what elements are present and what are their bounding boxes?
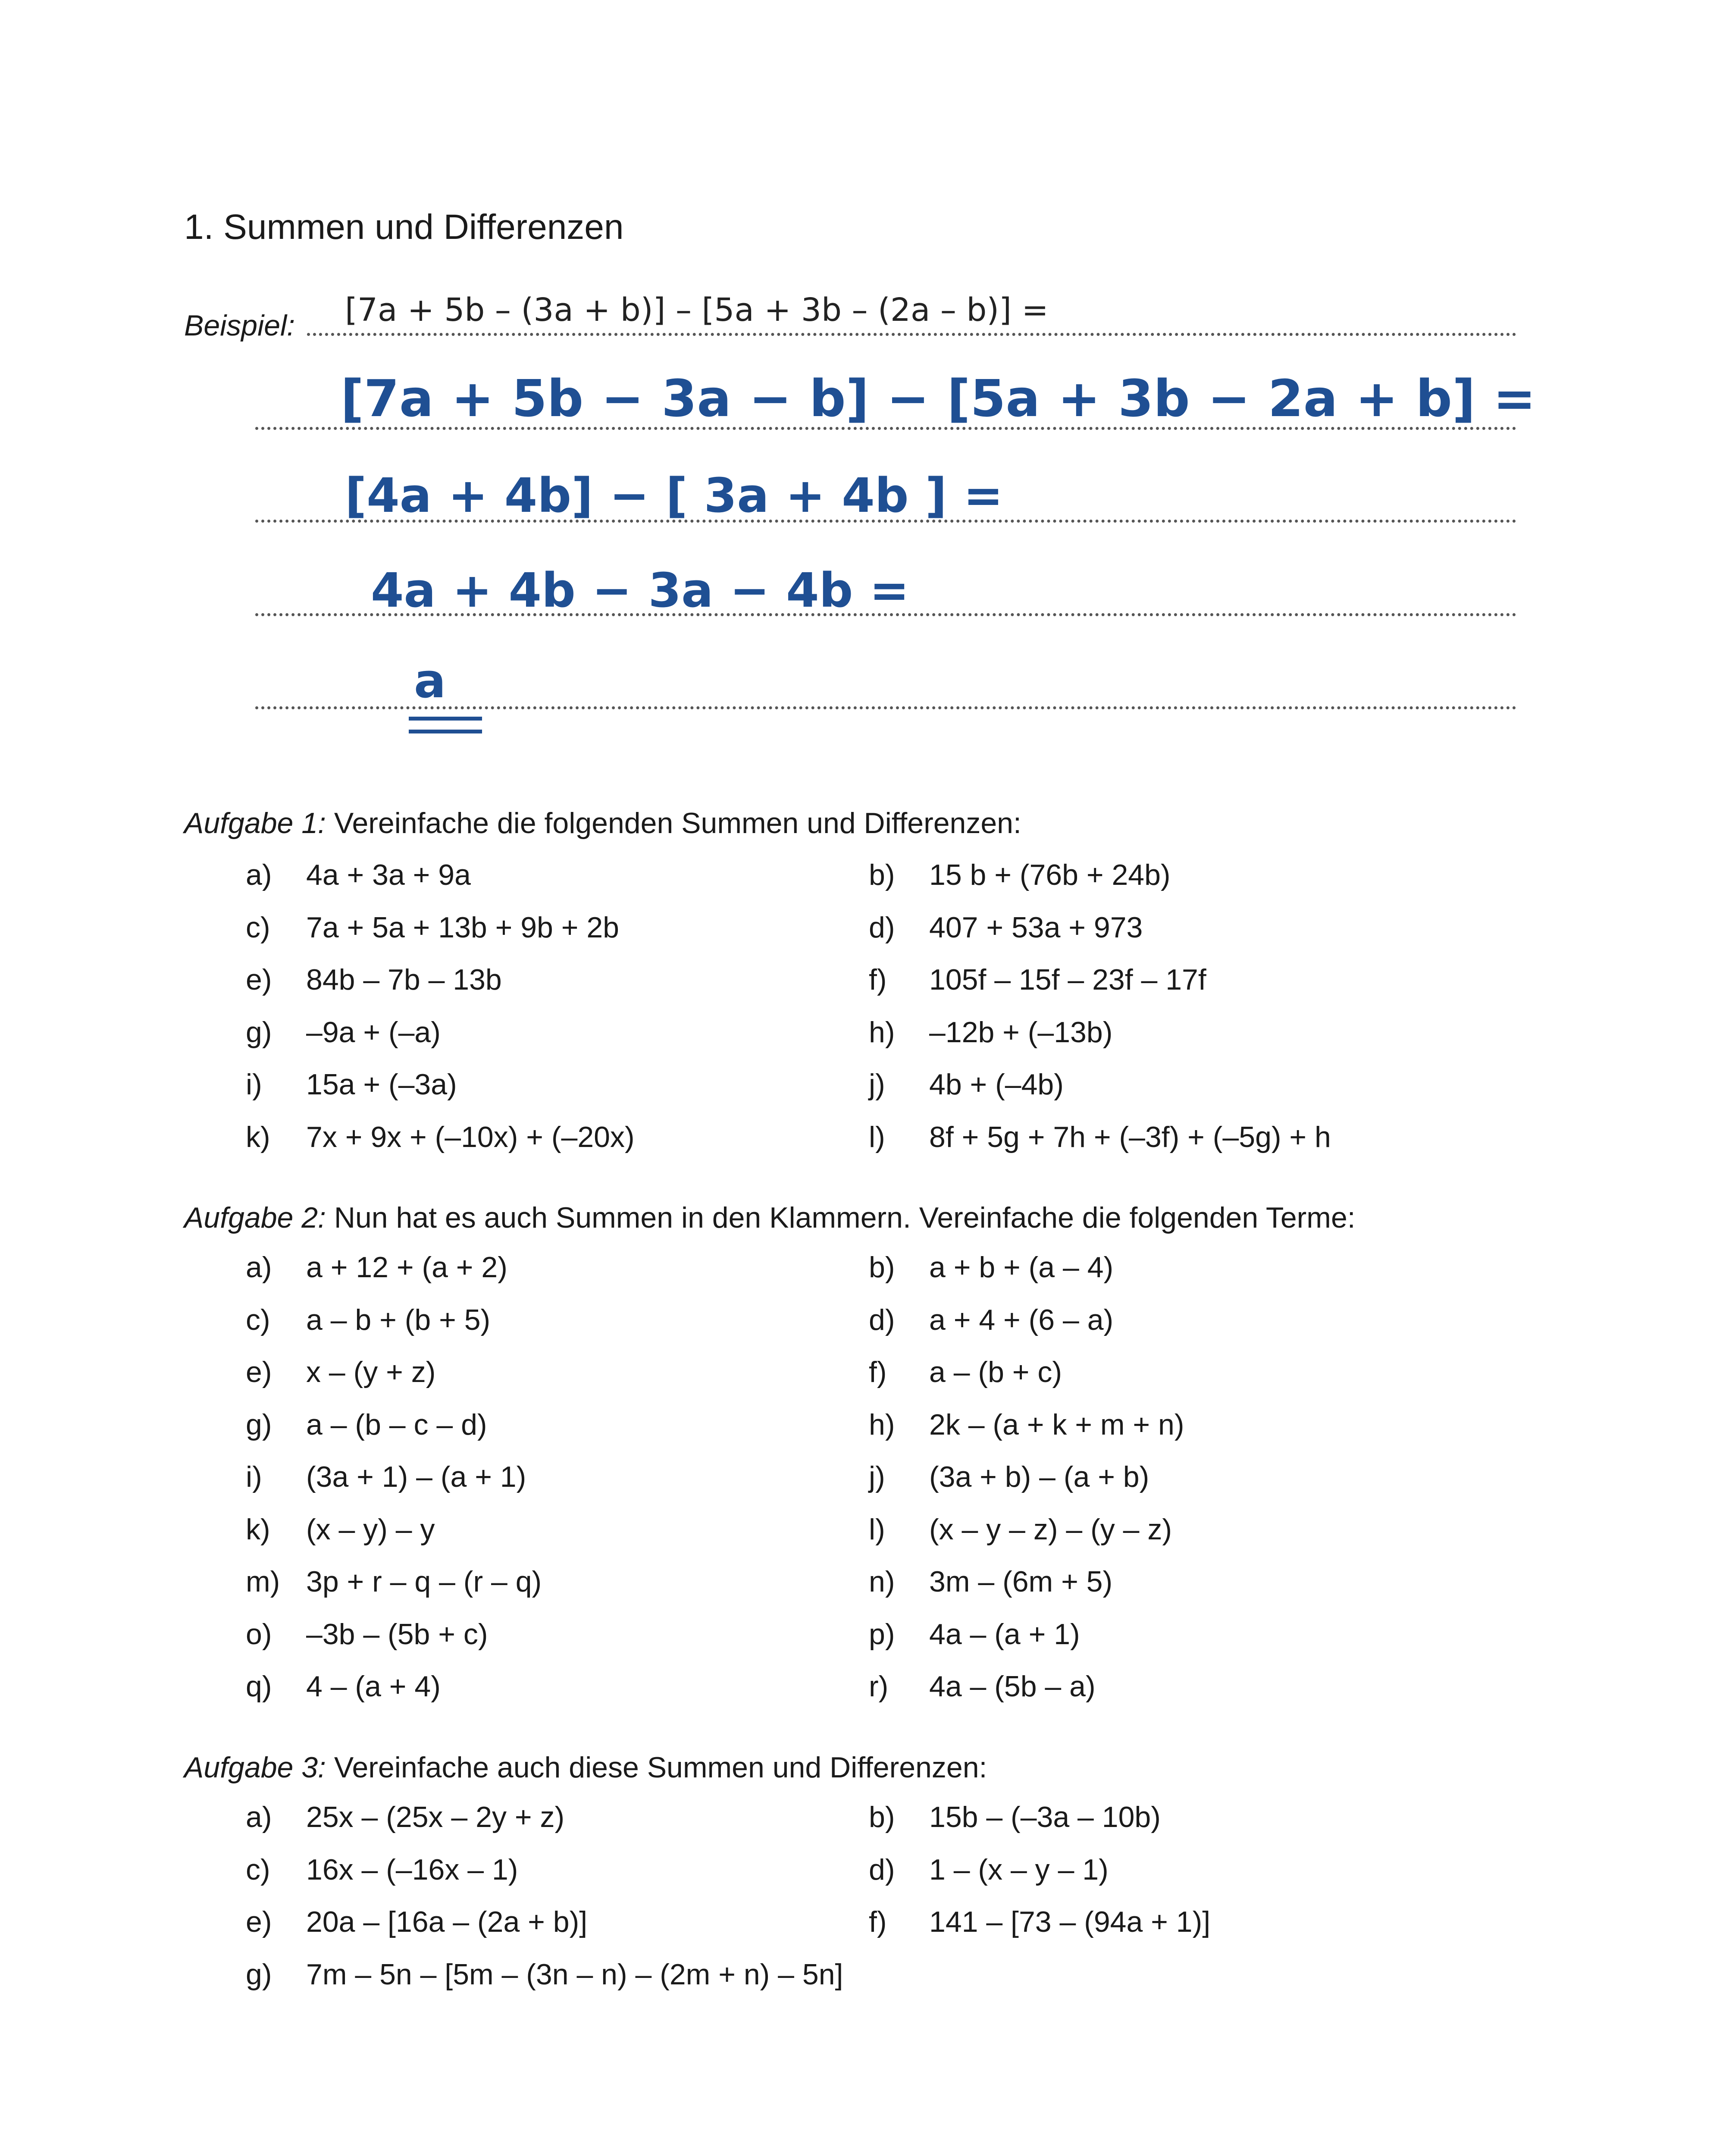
exercise-expression: a + 4 + (6 – a) — [929, 1303, 1114, 1336]
exercise-item — [869, 1120, 1331, 1154]
exercise-item — [869, 911, 1143, 944]
exercise-letter: f) — [869, 1905, 887, 1938]
exercise-expression: 4 – (a + 4) — [306, 1670, 441, 1703]
exercise-letter: h) — [869, 1408, 895, 1441]
exercise-expression: a + 12 + (a + 2) — [306, 1251, 507, 1284]
exercise-letter: g) — [246, 1015, 272, 1049]
exercise-expression: a + b + (a – 4) — [929, 1251, 1114, 1284]
exercise-letter: m) — [246, 1565, 280, 1598]
exercise-letter: o) — [246, 1617, 272, 1651]
aufgabe-2-heading — [184, 1201, 1356, 1235]
aufgabe-3-text: Vereinfache auch diese Summen und Differenzen: — [326, 1751, 987, 1784]
exercise-item — [869, 858, 1171, 892]
exercise-item — [869, 1068, 1064, 1101]
exercise-expression: a – (b + c) — [929, 1356, 1062, 1388]
exercise-expression: a – b + (b + 5) — [306, 1303, 491, 1336]
exercise-item — [869, 1670, 1096, 1703]
exercise-letter: d) — [869, 1853, 895, 1886]
exercise-expression: 7a + 5a + 13b + 9b + 2b — [306, 911, 619, 944]
exercise-item — [869, 1905, 1210, 1939]
exercise-expression: 141 – [73 – (94a + 1)] — [929, 1905, 1211, 1938]
exercise-item — [246, 1617, 488, 1651]
exercise-expression: x – (y + z) — [306, 1356, 436, 1388]
exercise-letter: e) — [246, 1905, 272, 1938]
exercise-item — [246, 1015, 441, 1049]
exercise-item — [246, 1853, 518, 1887]
exercise-expression: 84b – 7b – 13b — [306, 963, 502, 996]
exercise-expression: a – (b – c – d) — [306, 1408, 487, 1441]
exercise-letter: a) — [246, 1251, 272, 1284]
exercise-item — [246, 1408, 487, 1442]
exercise-expression: 15a + (–3a) — [306, 1068, 457, 1101]
exercise-expression: 3m – (6m + 5) — [929, 1565, 1113, 1598]
exercise-expression: 15 b + (76b + 24b) — [929, 859, 1171, 891]
exercise-item — [246, 1120, 635, 1154]
exercise-expression: 16x – (–16x – 1) — [306, 1853, 518, 1886]
exercise-item — [246, 1303, 490, 1337]
exercise-letter: p) — [869, 1617, 895, 1651]
exercise-expression: 8f + 5g + 7h + (–3f) + (–5g) + h — [929, 1120, 1331, 1153]
exercise-letter: l) — [869, 1120, 885, 1153]
exercise-letter: i) — [246, 1460, 262, 1493]
answer-line-1 — [307, 333, 1516, 336]
exercise-letter: d) — [869, 911, 895, 944]
exercise-item — [869, 1460, 1149, 1494]
exercise-item — [246, 1513, 435, 1546]
exercise-letter: h) — [869, 1015, 895, 1049]
exercise-letter: e) — [246, 963, 272, 996]
handwritten-result: a — [414, 653, 446, 708]
exercise-item — [246, 1670, 441, 1703]
exercise-item — [869, 1565, 1112, 1598]
beispiel-label: Beispiel: — [184, 309, 295, 342]
exercise-item — [246, 1355, 435, 1389]
exercise-letter: r) — [869, 1670, 889, 1703]
exercise-letter: k) — [246, 1513, 270, 1546]
exercise-letter: g) — [246, 1958, 272, 1991]
exercise-letter: b) — [869, 1801, 895, 1833]
exercise-item — [869, 1303, 1113, 1337]
exercise-letter: b) — [869, 859, 895, 891]
exercise-item — [246, 1068, 457, 1101]
exercise-item — [869, 1617, 1080, 1651]
exercise-item — [869, 1015, 1112, 1049]
exercise-letter: c) — [246, 1853, 270, 1886]
aufgabe-1-heading — [184, 806, 1021, 840]
beispiel-expression: [7a + 5b – (3a + b)] – [5a + 3b – (2a – b)] = — [345, 291, 1049, 329]
exercise-item — [869, 1513, 1172, 1546]
aufgabe-3-heading — [184, 1751, 987, 1784]
exercise-expression: –3b – (5b + c) — [306, 1617, 488, 1651]
aufgabe-1-label: Aufgabe 1: — [184, 807, 326, 840]
exercise-item — [246, 858, 471, 892]
exercise-expression: 4a – (5b – a) — [929, 1670, 1096, 1703]
exercise-letter: k) — [246, 1120, 270, 1153]
exercise-letter: b) — [869, 1251, 895, 1284]
exercise-letter: a) — [246, 859, 272, 891]
exercise-letter: c) — [246, 911, 270, 944]
exercise-expression: 407 + 53a + 973 — [929, 911, 1143, 944]
result-underline-1 — [409, 717, 482, 721]
exercise-expression: 1 – (x – y – 1) — [929, 1853, 1109, 1886]
exercise-letter: f) — [869, 1356, 887, 1388]
exercise-expression: 3p + r – q – (r – q) — [306, 1565, 542, 1598]
aufgabe-2-label: Aufgabe 2: — [184, 1201, 326, 1234]
exercise-expression: (3a + b) – (a + b) — [929, 1460, 1149, 1493]
exercise-expression: –12b + (–13b) — [929, 1015, 1113, 1049]
section-title: 1. Summen und Differenzen — [184, 207, 624, 247]
exercise-expression: 4a – (a + 1) — [929, 1617, 1080, 1651]
handwritten-step-3: 4a + 4b − 3a − 4b = — [371, 563, 909, 618]
exercise-expression: (3a + 1) – (a + 1) — [306, 1460, 526, 1493]
exercise-expression: 20a – [16a – (2a + b)] — [306, 1905, 588, 1938]
aufgabe-2-text: Nun hat es auch Summen in den Klammern. Vereinfache die folgenden Terme: — [326, 1201, 1356, 1234]
exercise-item — [246, 1565, 542, 1598]
exercise-item — [869, 1853, 1109, 1887]
handwritten-step-2: [4a + 4b] − [ 3a + 4b ] = — [345, 468, 1003, 523]
exercise-item — [246, 1250, 507, 1284]
handwritten-step-1: [7a + 5b − 3a − b] − [5a + 3b − 2a + b] = — [341, 369, 1536, 428]
exercise-expression: (x – y – z) – (y – z) — [929, 1513, 1172, 1546]
exercise-letter: a) — [246, 1801, 272, 1833]
exercise-letter: d) — [869, 1303, 895, 1336]
exercise-item — [246, 1460, 526, 1494]
exercise-item — [246, 1958, 843, 1991]
exercise-letter: j) — [869, 1068, 885, 1101]
exercise-item — [869, 1355, 1062, 1389]
exercise-expression: 2k – (a + k + m + n) — [929, 1408, 1184, 1441]
exercise-letter: c) — [246, 1303, 270, 1336]
exercise-letter: q) — [246, 1670, 272, 1703]
exercise-letter: g) — [246, 1408, 272, 1441]
exercise-expression: 7m – 5n – [5m – (3n – n) – (2m + n) – 5n] — [306, 1958, 843, 1991]
exercise-item — [869, 1408, 1184, 1442]
exercise-letter: n) — [869, 1565, 895, 1598]
exercise-expression: 4b + (–4b) — [929, 1068, 1064, 1101]
exercise-letter: e) — [246, 1356, 272, 1388]
exercise-item — [869, 963, 1206, 997]
exercise-item — [869, 1250, 1113, 1284]
exercise-item — [246, 1905, 587, 1939]
exercise-expression: 25x – (25x – 2y + z) — [306, 1801, 565, 1833]
exercise-item — [246, 963, 502, 997]
aufgabe-3-label: Aufgabe 3: — [184, 1751, 326, 1784]
exercise-letter: f) — [869, 963, 887, 996]
exercise-expression: 4a + 3a + 9a — [306, 859, 471, 891]
exercise-item — [869, 1800, 1161, 1834]
result-underline-2 — [409, 730, 482, 733]
exercise-letter: j) — [869, 1460, 885, 1493]
exercise-expression: 105f – 15f – 23f – 17f — [929, 963, 1206, 996]
exercise-expression: 7x + 9x + (–10x) + (–20x) — [306, 1120, 635, 1153]
aufgabe-1-text: Vereinfache die folgenden Summen und Differenzen: — [326, 807, 1021, 840]
exercise-letter: l) — [869, 1513, 885, 1546]
exercise-expression: (x – y) – y — [306, 1513, 435, 1546]
exercise-item — [246, 1800, 564, 1834]
exercise-item — [246, 911, 619, 944]
exercise-expression: 15b – (–3a – 10b) — [929, 1801, 1161, 1833]
exercise-letter: i) — [246, 1068, 262, 1101]
exercise-expression: –9a + (–a) — [306, 1015, 441, 1049]
